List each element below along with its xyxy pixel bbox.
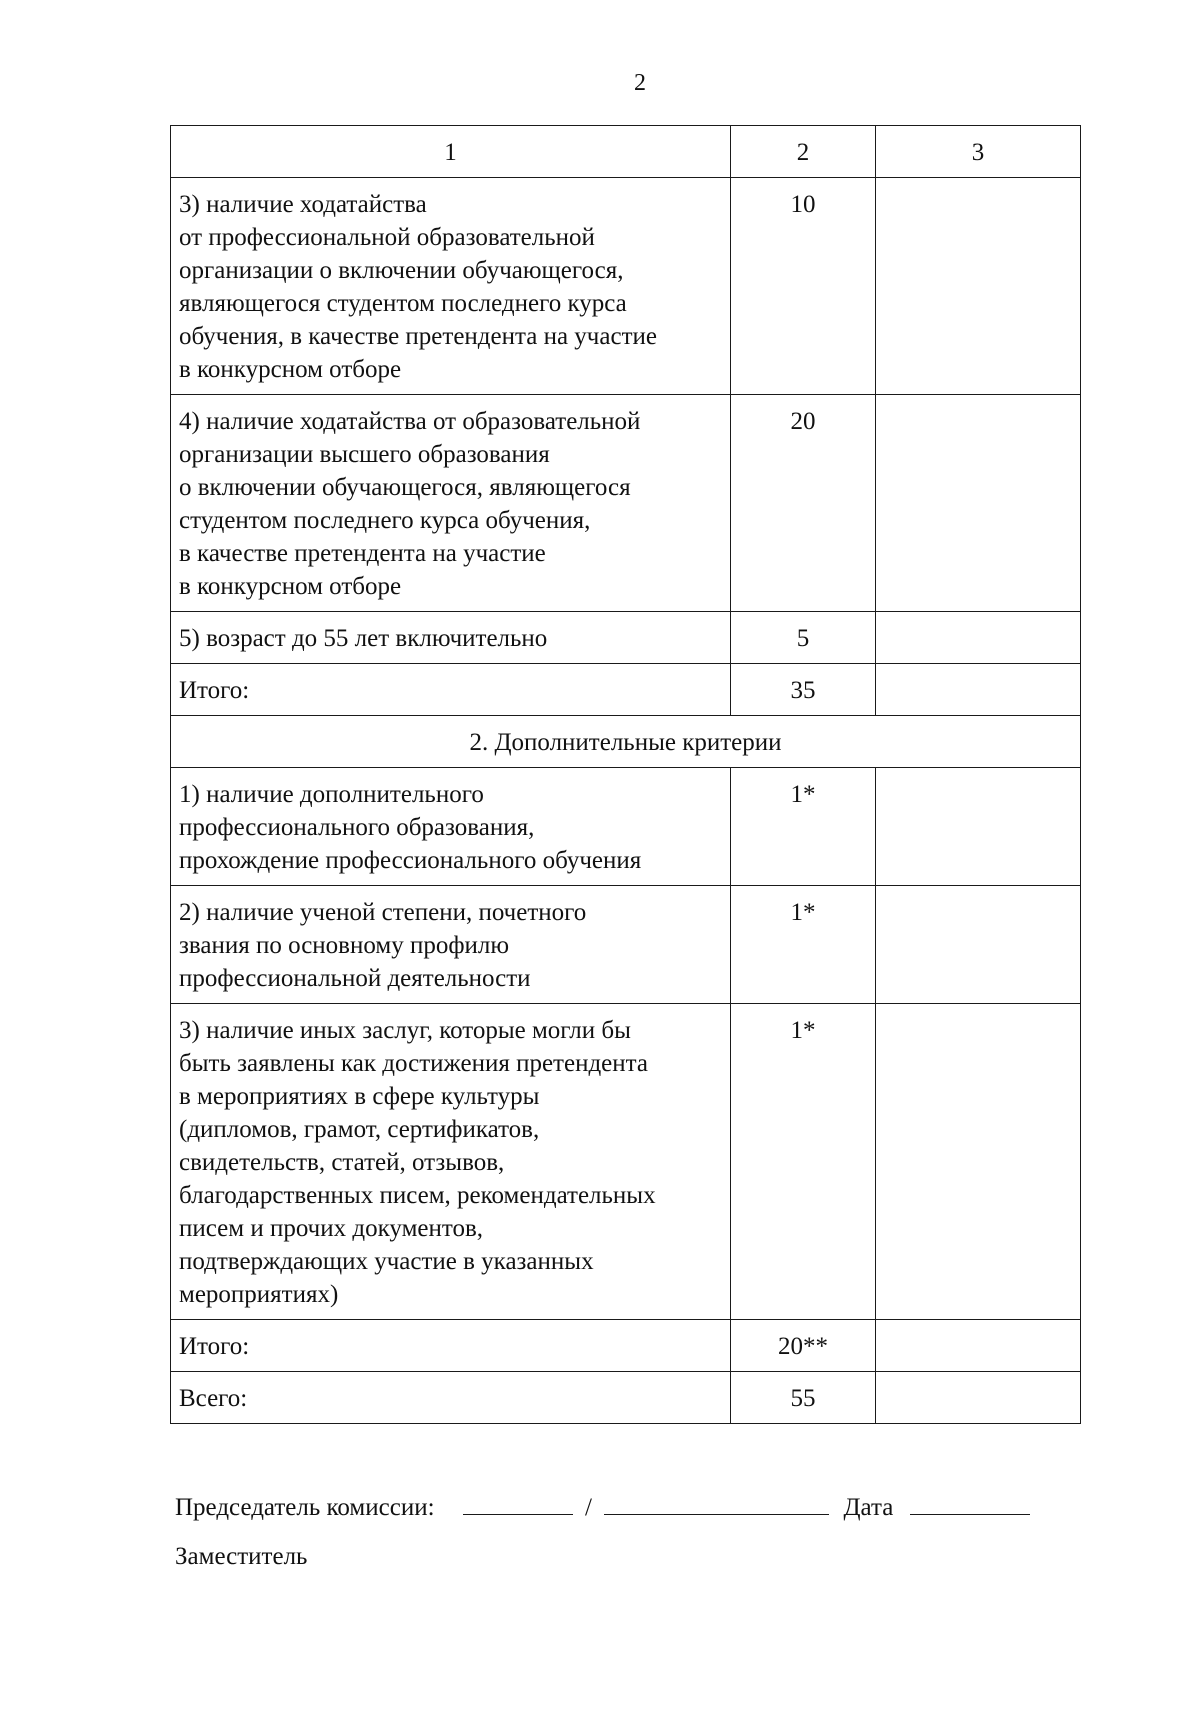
table-row bbox=[171, 178, 1081, 395]
criteria-group-2 bbox=[171, 768, 1081, 1424]
criterion-label: 1) наличие дополнительного профессионального образования, прохождение профессионального обучения bbox=[171, 768, 731, 886]
name-blank bbox=[604, 1488, 829, 1515]
criterion-points: 1* bbox=[731, 1004, 876, 1320]
chair-signature-line bbox=[175, 1488, 1030, 1522]
criterion-label: Всего: bbox=[171, 1372, 731, 1424]
table-row bbox=[171, 612, 1081, 664]
table-row bbox=[171, 395, 1081, 612]
criterion-label: 4) наличие ходатайства от образовательной организации высшего образования о включении обучающегося, являющегося студентом последнего курса обучения, в качестве претендента на участие в конкурсном отборе bbox=[171, 395, 731, 612]
criterion-score-cell bbox=[876, 1372, 1081, 1424]
criterion-points: 5 bbox=[731, 612, 876, 664]
header-col-3: 3 bbox=[876, 126, 1081, 178]
deputy-label: Заместитель bbox=[175, 1543, 308, 1570]
criterion-label: Итого: bbox=[171, 1320, 731, 1372]
section-2-title: 2. Дополнительные критерии bbox=[171, 716, 1081, 768]
table-row bbox=[171, 1004, 1081, 1320]
criterion-label: Итого: bbox=[171, 664, 731, 716]
criterion-points: 55 bbox=[731, 1372, 876, 1424]
criterion-score-cell bbox=[876, 1004, 1081, 1320]
table-row bbox=[171, 1320, 1081, 1372]
criterion-points: 20 bbox=[731, 395, 876, 612]
section-2-row bbox=[171, 716, 1081, 768]
criterion-score-cell bbox=[876, 1320, 1081, 1372]
table-row bbox=[171, 1372, 1081, 1424]
signature-blank bbox=[463, 1488, 573, 1515]
table-row bbox=[171, 768, 1081, 886]
criterion-score-cell bbox=[876, 178, 1081, 395]
date-blank bbox=[910, 1488, 1030, 1515]
date-label: Дата bbox=[843, 1494, 894, 1521]
table-row bbox=[171, 886, 1081, 1004]
criteria-group-1 bbox=[171, 178, 1081, 716]
table-row bbox=[171, 664, 1081, 716]
criterion-points: 1* bbox=[731, 768, 876, 886]
criterion-score-cell bbox=[876, 612, 1081, 664]
criterion-points: 10 bbox=[731, 178, 876, 395]
header-col-1: 1 bbox=[171, 126, 731, 178]
criterion-points: 1* bbox=[731, 886, 876, 1004]
criterion-score-cell bbox=[876, 768, 1081, 886]
table-header-row bbox=[171, 126, 1081, 178]
criterion-label: 2) наличие ученой степени, почетного звания по основному профилю профессиональной деятельности bbox=[171, 886, 731, 1004]
criterion-label: 3) наличие иных заслуг, которые могли бы быть заявлены как достижения претендента в мероприятиях в сфере культуры (дипломов, грамот, сертификатов, свидетельств, статей, отзывов, благодарственных писем, рекомендательных писем и прочих документов, подтверждающих участие в указанных мероприятиях) bbox=[171, 1004, 731, 1320]
criterion-points: 20** bbox=[731, 1320, 876, 1372]
slash: / bbox=[585, 1494, 592, 1521]
chair-label: Председатель комиссии: bbox=[175, 1494, 435, 1521]
criterion-score-cell bbox=[876, 664, 1081, 716]
criterion-label: 5) возраст до 55 лет включительно bbox=[171, 612, 731, 664]
page-number: 2 bbox=[634, 70, 646, 96]
criterion-label: 3) наличие ходатайства от профессиональной образовательной организации о включении обучающегося, являющегося студентом последнего курса обучения, в качестве претендента на участие в конкурсном отборе bbox=[171, 178, 731, 395]
criterion-score-cell bbox=[876, 886, 1081, 1004]
criterion-points: 35 bbox=[731, 664, 876, 716]
criteria-table bbox=[170, 125, 1081, 1424]
header-col-2: 2 bbox=[731, 126, 876, 178]
criterion-score-cell bbox=[876, 395, 1081, 612]
